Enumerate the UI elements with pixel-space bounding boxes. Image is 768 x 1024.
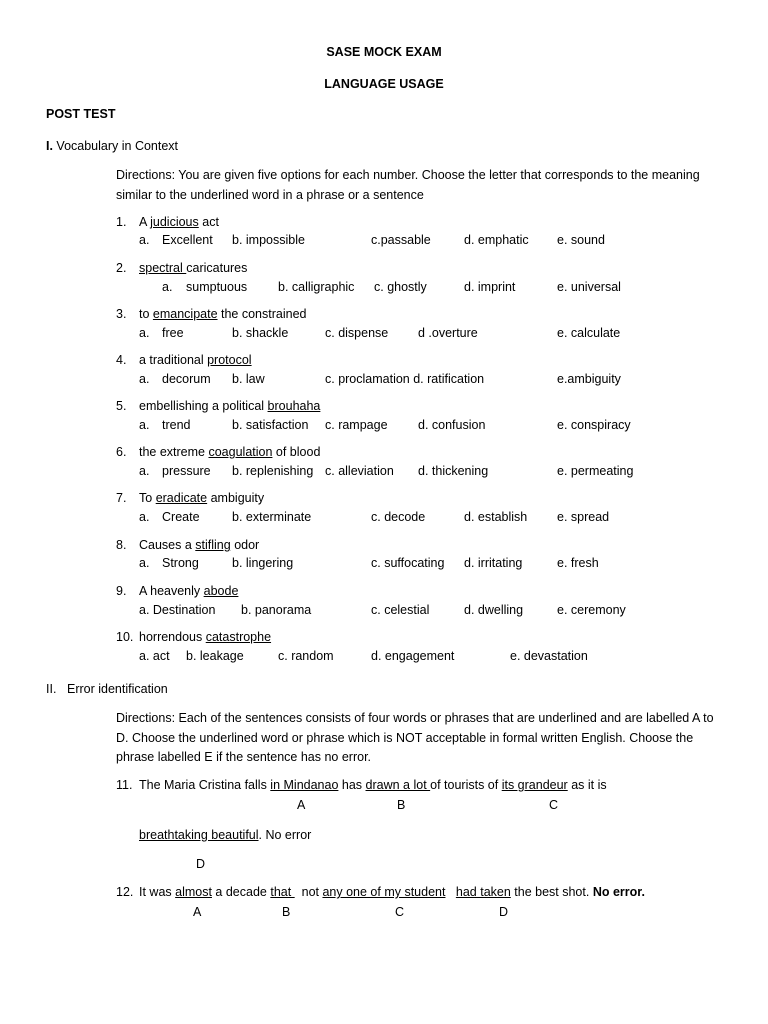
option: pressure xyxy=(162,464,211,478)
option: c. dispense xyxy=(325,326,389,340)
option: sumptuous xyxy=(186,280,248,294)
underlined-word: catastrophe xyxy=(205,630,272,644)
item-question: spectral caricatures xyxy=(139,261,248,275)
underlined-phrase-d: had taken xyxy=(455,885,511,899)
option: a. xyxy=(139,418,150,432)
option: a. xyxy=(139,464,150,478)
option: c.passable xyxy=(371,233,431,247)
exam-title: SASE MOCK EXAM xyxy=(326,45,442,59)
underlined-phrase-c: its grandeur xyxy=(501,778,568,792)
section-1-heading xyxy=(46,138,178,154)
option: d. engagement xyxy=(371,649,455,663)
underlined-word: spectral xyxy=(139,261,187,275)
underlined-word: eradicate xyxy=(155,491,208,505)
underlined-word: protocol xyxy=(207,353,252,367)
option: b. exterminate xyxy=(232,510,312,524)
option: e.ambiguity xyxy=(557,372,621,386)
label-d: D xyxy=(196,857,206,871)
underlined-word: emancipate xyxy=(152,307,218,321)
item-number: 4. xyxy=(116,353,127,367)
label-b: B xyxy=(282,905,291,919)
item-question: To eradicate ambiguity xyxy=(139,491,265,505)
underlined-phrase-b: drawn a lot xyxy=(365,778,431,792)
label-a: A xyxy=(297,798,306,812)
section-1-title: Vocabulary in Context xyxy=(52,139,179,153)
option: Create xyxy=(162,510,200,524)
item-question: embellishing a political brouhaha xyxy=(139,399,321,413)
option: b. law xyxy=(232,372,265,386)
option: b. panorama xyxy=(241,603,312,617)
section-2-numeral: II. xyxy=(46,682,57,696)
item-number: 8. xyxy=(116,538,127,552)
option: a. xyxy=(139,233,150,247)
option: c. proclamation d. ratification xyxy=(325,372,485,386)
item-question: the extreme coagulation of blood xyxy=(139,445,321,459)
no-error-label: No error. xyxy=(592,885,645,899)
underlined-phrase-b: that xyxy=(270,885,295,899)
post-test-label: POST TEST xyxy=(46,107,116,121)
option: b. impossible xyxy=(232,233,305,247)
option: a. xyxy=(139,372,150,386)
item-number: 2. xyxy=(116,261,127,275)
underlined-word: abode xyxy=(203,584,239,598)
underlined-word: stifling xyxy=(195,538,231,552)
item-number: 6. xyxy=(116,445,127,459)
option: a. xyxy=(139,510,150,524)
section-1-directions: Directions: You are given five options for each number. Choose the letter that corresponds to the meaning similar to the underlined word in a phrase or a sentence xyxy=(116,168,700,202)
option: decorum xyxy=(162,372,211,386)
item-number: 9. xyxy=(116,584,127,598)
option: b. satisfaction xyxy=(232,418,309,432)
option: e. ceremony xyxy=(557,603,626,617)
label-a: A xyxy=(193,905,202,919)
item-number: 12. xyxy=(116,885,134,899)
option: a. Destination xyxy=(139,603,216,617)
item-number: 1. xyxy=(116,215,127,229)
option: e. universal xyxy=(557,280,621,294)
option: d. thickening xyxy=(418,464,489,478)
option: e. calculate xyxy=(557,326,621,340)
option: c. rampage xyxy=(325,418,388,432)
q11-sentence: The Maria Cristina falls in Mindanao has drawn a lot of tourists of its grandeur as it is xyxy=(139,778,607,792)
option: c. random xyxy=(278,649,334,663)
option: d. irritating xyxy=(464,556,523,570)
option: d .overture xyxy=(418,326,478,340)
item-question: horrendous catastrophe xyxy=(139,630,272,644)
item-question: A judicious act xyxy=(139,215,219,229)
item-question: A heavenly abode xyxy=(139,584,239,598)
item-question: Causes a stifling odor xyxy=(139,538,260,552)
item-question: to emancipate the constrained xyxy=(139,307,307,321)
option: b. shackle xyxy=(232,326,289,340)
option: d. emphatic xyxy=(464,233,529,247)
option: c. celestial xyxy=(371,603,430,617)
option: e. conspiracy xyxy=(557,418,631,432)
option: e. spread xyxy=(557,510,610,524)
label-d: D xyxy=(499,905,509,919)
option: b. replenishing xyxy=(232,464,314,478)
option: a. act xyxy=(139,649,170,663)
q11-sentence-continued: breathtaking beautiful. No error xyxy=(139,828,312,842)
option: e. permeating xyxy=(557,464,634,478)
option: Excellent xyxy=(162,233,213,247)
option: d. imprint xyxy=(464,280,516,294)
q12-sentence: It was almost a decade that not any one of my student had taken the best shot. No error. xyxy=(139,885,645,899)
item-number: 5. xyxy=(116,399,127,413)
section-2-directions: Directions: Each of the sentences consists of four words or phrases that are underlined and are labelled A to D. Choose the underlined word or phrase which is NOT acceptable in formal written English. Choose the phrase labelled E if the sentence has no error. xyxy=(116,711,714,764)
item-number: 10. xyxy=(116,630,134,644)
option: c. ghostly xyxy=(374,280,427,294)
option: d. dwelling xyxy=(464,603,524,617)
underlined-phrase-a: in Mindanao xyxy=(270,778,339,792)
section-2-title: Error identification xyxy=(67,682,168,696)
option: a. xyxy=(162,280,173,294)
option: b. lingering xyxy=(232,556,294,570)
option: d. confusion xyxy=(418,418,486,432)
underlined-word: judicious xyxy=(150,215,199,229)
option: b. leakage xyxy=(186,649,244,663)
item-number: 7. xyxy=(116,491,127,505)
option: trend xyxy=(162,418,191,432)
option: Strong xyxy=(162,556,199,570)
exam-subtitle: LANGUAGE USAGE xyxy=(324,77,444,91)
option: e. devastation xyxy=(510,649,588,663)
option: a. xyxy=(139,556,150,570)
option: free xyxy=(162,326,184,340)
underlined-word: coagulation xyxy=(208,445,273,459)
underlined-phrase-a: almost xyxy=(175,885,212,899)
item-question: a traditional protocol xyxy=(139,353,252,367)
underlined-word: brouhaha xyxy=(267,399,321,413)
item-number: 3. xyxy=(116,307,127,321)
option: c. alleviation xyxy=(325,464,394,478)
option: e. sound xyxy=(557,233,605,247)
underlined-phrase-d: breathtaking beautiful xyxy=(139,828,259,842)
label-c: C xyxy=(395,905,405,919)
option: c. decode xyxy=(371,510,426,524)
section-1-numeral: I. xyxy=(46,139,53,153)
option: d. establish xyxy=(464,510,528,524)
option: c. suffocating xyxy=(371,556,445,570)
underlined-phrase-c: any one of my student xyxy=(322,885,446,899)
label-b: B xyxy=(397,798,406,812)
label-c: C xyxy=(549,798,559,812)
option: a. xyxy=(139,326,150,340)
option: e. fresh xyxy=(557,556,599,570)
option: b. calligraphic xyxy=(278,280,355,294)
item-number: 11. xyxy=(116,778,133,792)
